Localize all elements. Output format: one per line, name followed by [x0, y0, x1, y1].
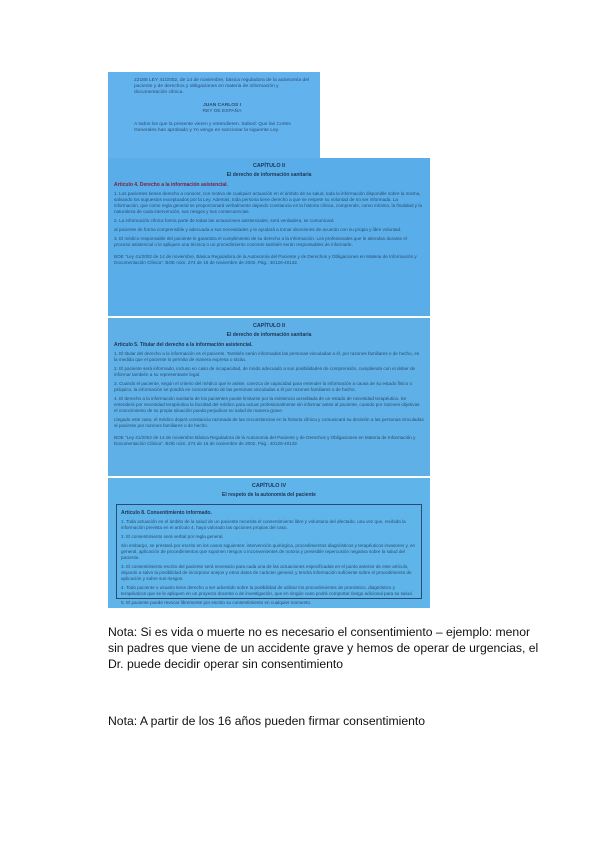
article-heading: Artículo 5. Titular del derecho a la información asistencial. [114, 342, 253, 348]
article-paragraph: 1. Toda actuación en el ámbito de la salud de un paciente necesita el consentimiento libre y voluntario del afectado, una vez que, recibida la información prevista en el artículo 4, haya valorado las opciones propias del caso. [121, 519, 406, 530]
note-age-consent: Nota: A partir de los 16 años pueden firmar consentimiento [108, 714, 426, 728]
chapter-heading: CAPÍTULO II [252, 163, 286, 169]
chapter-heading: CAPÍTULO IV [251, 483, 287, 489]
article-paragraph: al paciente de forma comprensible y adecuada a sus necesidades y le ayudará a tomar decisiones de acuerdo con su propia y libre voluntad. [114, 227, 402, 232]
article-paragraph: 4. El derecho a la información sanitaria de los pacientes puede limitarse por la existencia acreditada de un estado de necesidad terapéutica. Se entenderá por necesidad terapéutica la facultad del médico para actuar profesionalmente sin informar antes al paciente, cuando por razones objetivas el conocimiento de su propia situación pueda perjudicar su salud de manera grave. [114, 396, 420, 413]
article-heading: Artículo 8. Consentimiento informado. [121, 510, 212, 516]
chapter-title: El derecho de información sanitaria [226, 332, 312, 338]
article-paragraph: 2. La información clínica forma parte de todas las actuaciones asistenciales, será verdadera, se comunicará [114, 218, 334, 223]
article-paragraph: 3. Cuando el paciente, según el criterio del médico que le asiste, carezca de capacidad para entender la información a causa de su estado físico o psíquico, la información se pondrá en conocimiento de las personas vinculadas a él por razones familiares o de hecho. [114, 381, 413, 392]
law-preamble: A todos los que la presente vieren y entendieren. Sabed: Que las Cortes Generales han aprobado y Yo vengo en sancionar la siguiente Ley. [134, 122, 291, 134]
article-paragraph: 3. El consentimiento escrito del paciente será necesario para cada una de las actuaciones especificadas en el punto anterior de este artículo, dejando a salvo la posibilidad de incorporar anejos y otros datos de carácter general, y tendrá información suficiente sobre el procedimiento de aplicación y sobre sus riesgos. [121, 564, 412, 581]
article-4-photo [108, 158, 430, 316]
chapter-title: El respeto de la autonomía del paciente [222, 492, 316, 498]
law-header-photo [108, 72, 320, 158]
article-paragraph: 2. El paciente será informado, incluso en caso de incapacidad, de modo adecuado a sus posibilidades de comprensión, cumpliendo con el deber de informar también a su representante legal. [114, 366, 416, 377]
article-heading: Artículo 4. Derecho a la información asistencial. [114, 182, 228, 188]
article-paragraph: 1. Los pacientes tienen derecho a conocer, con motivo de cualquier actuación en el ámbito de su salud, toda la información disponible sobre la misma, salvando los supuestos exceptuados por la Ley. Además, toda persona tiene derecho a que se respete su voluntad de no ser informada. La información, que como regla general se proporcionará verbalmente dejando constancia en la historia clínica, comprende, como mínimo, la finalidad y la naturaleza de cada intervención, sus riesgos y sus consecuencias. [114, 191, 422, 214]
king-subtitle: REY DE ESPAÑA [202, 108, 242, 114]
article-paragraph: Sin embargo, se prestará por escrito en los casos siguientes: intervención quirúrgica, procedimientos diagnósticos y terapéuticos invasores y, en general, aplicación de procedimientos que suponen riesgos o inconvenientes de notoria y previsible repercusión negativa sobre la salud del paciente. [121, 543, 416, 560]
chapter-heading: CAPÍTULO II [252, 323, 286, 329]
article-paragraph: 5. El paciente puede revocar libremente por escrito su consentimiento en cualquier momento. [121, 600, 312, 605]
article-paragraph: 1. El titular del derecho a la información es el paciente. También serán informadas las personas vinculadas a él, por razones familiares o de hecho, en la medida que el paciente lo permita de manera expresa o tácita. [114, 351, 420, 362]
king-name: JUAN CARLOS I [202, 102, 242, 108]
article-frame [116, 504, 422, 605]
boe-citation: BOE "Ley 41/2002 de 14 de noviembre, Básica Reguladora de la Autonomía del Paciente y de Derechos y Obligaciones en Materia de Información y Documentación Clínica". BOE núm. 274 de 15 de noviembre de 2002, Pág.: 40126-40132. [114, 254, 417, 265]
article-8-photo [108, 478, 430, 608]
chapter-title: El derecho de información sanitaria [226, 172, 312, 178]
note-emergency-consent: Nota: Si es vida o muerte no es necesario el consentimiento – ejemplo: menor sin padres que viene de un accidente grave y hemos de operar de urgencias, el Dr. puede decidir operar sin consentimiento [108, 625, 539, 671]
article-paragraph: 4. Todo paciente o usuario tiene derecho a ser advertido sobre la posibilidad de utilizar los procedimientos de pronóstico, diagnóstico y terapéuticos que se le apliquen en un proyecto docente o de investigación, que en ningún caso podrá comportar riesgo adicional para su salud. [121, 585, 413, 596]
article-paragraph: 3. El médico responsable del paciente le garantiza el cumplimiento de su derecho a la información. Los profesionales que le atiendan durante el proceso asistencial o le apliquen una técnica o un procedimiento concreto también serán responsables de informarle. [114, 236, 407, 247]
law-title: 22188 LEY 41/2002, de 14 de noviembre, básica reguladora de la autonomía del paciente y de derechos y obligaciones en materia de información y documentación clínica. [134, 78, 310, 96]
article-5-photo [108, 318, 430, 476]
article-paragraph: 2. El consentimiento será verbal por regla general. [121, 534, 224, 539]
article-paragraph: Llegado este caso, el médico dejará constancia razonada de las circunstancias en la historia clínica y comunicará su decisión a las personas vinculadas al paciente por razones familiares o de hecho. [114, 417, 424, 428]
boe-citation: BOE "Ley 41/2002 de 14 de noviembre Básica Reguladora de la Autonomía del Paciente y de Derechos y Obligaciones en Materia de Información y Documentación Clínica". BOE núm. 274 de 15 de noviembre de 2002, Pág.: 40126-40132. [114, 435, 416, 446]
